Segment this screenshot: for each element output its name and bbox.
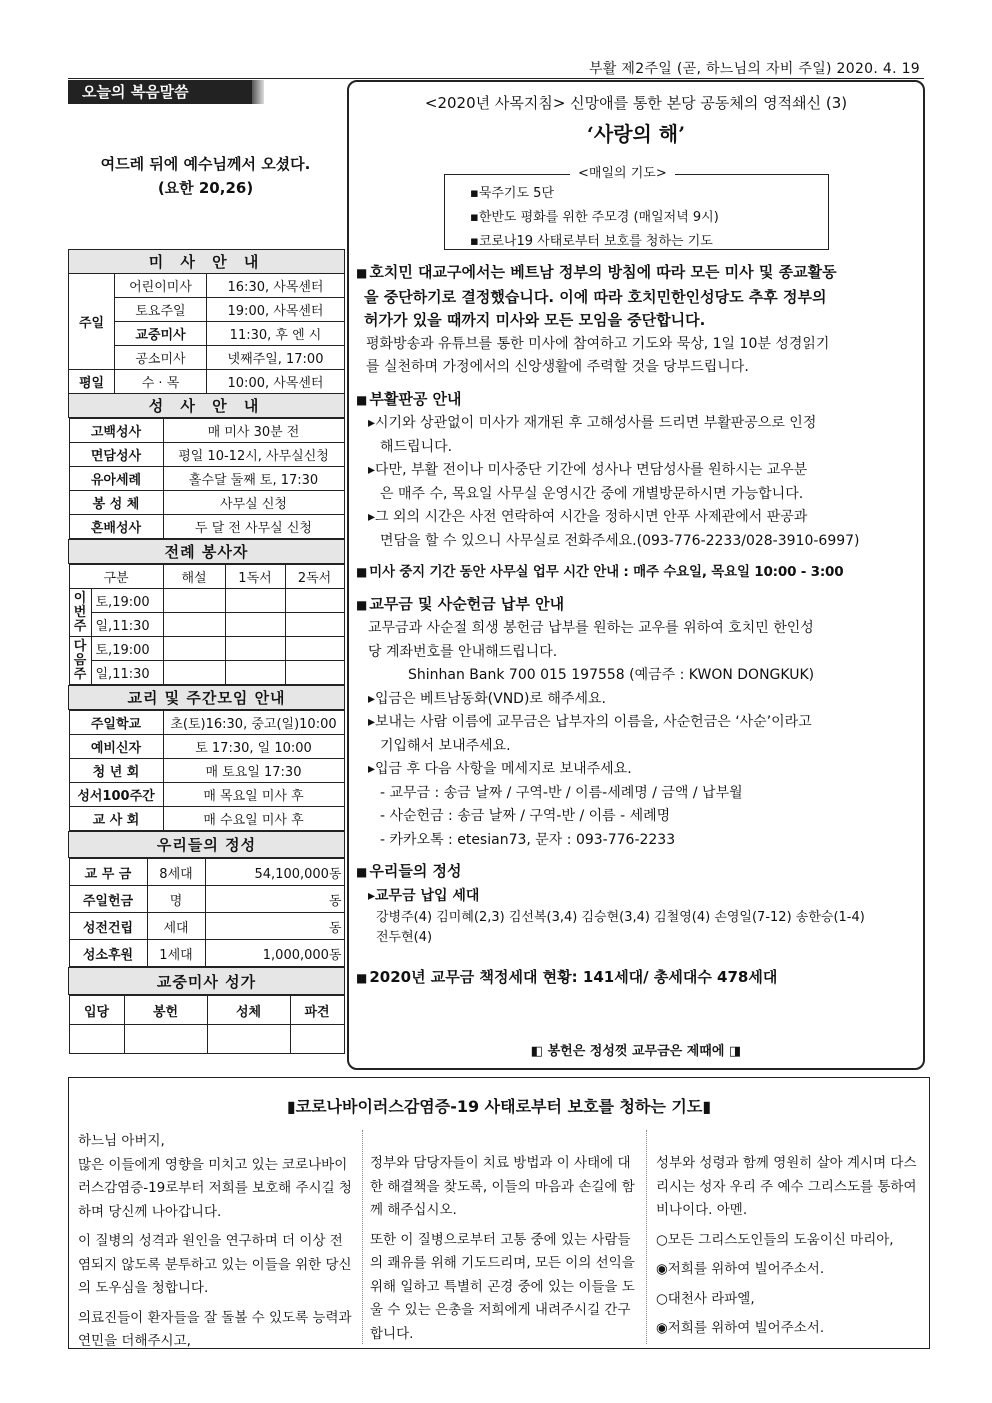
mass-guide-title: 미 사 안 내	[69, 250, 345, 274]
bank-account: Shinhan Bank 700 015 197558 (예금주 : KWON DONGKUK)	[408, 667, 815, 683]
prayer-response: ◉저희를 위하여 빌어주소서.	[656, 1320, 825, 1336]
offering-name: 주일헌금	[69, 886, 147, 913]
this-week-label: 이번주	[69, 589, 91, 637]
prayer-paragraph: 또한 이 질병으로부터 고통 중에 있는 사람들의 쾌유를 위해 기도드리며, 모든 이의 선익을 위해 일하고 특별히 곤경 중에 있는 이들을 도울 수 있는 은총을 저희에게 내려주시길 간구합니다.	[370, 1231, 635, 1342]
notice-line: 을 중단하기로 결정했습니다. 이에 따라 호치민한인성당도 추후 정부의	[364, 287, 827, 306]
weekday-label: 평일	[69, 370, 115, 394]
header-rule	[68, 78, 924, 79]
notice-line: 평화방송과 유튜브를 통한 미사에 참여하고 기도와 묵상, 1일 10분 성경읽기	[366, 335, 830, 352]
sacrament-info: 사무실 신청	[163, 491, 344, 515]
sacrament-info: 매 미사 30분 전	[163, 419, 344, 443]
meeting-info: 초(토)16:30, 중고(일)10:00	[163, 711, 344, 735]
column-divider	[646, 1130, 647, 1344]
education-table	[69, 710, 345, 831]
list-item: ▪묵주기도 5단	[470, 186, 555, 201]
sacraments-table	[69, 418, 345, 539]
offering-slogan: ◧ 봉헌은 정성껏 교무금은 제때에 ◨	[530, 1044, 742, 1059]
choir-title: 교중미사 성가	[69, 968, 345, 995]
prayer-column-2	[370, 1152, 640, 1352]
sacrament-info: 평일 10-12시, 사무실신청	[163, 443, 344, 467]
payment-line: ▸ 입금 후 다음 사항을 메세지로 보내주세요.	[356, 758, 926, 782]
bulletin-date: 부활 제2주일 (곧, 하느님의 자비 주일) 2020. 4. 19	[589, 61, 920, 77]
meeting-name: 성서100주간	[69, 783, 163, 807]
payment-line: ▸ 입금은 베트남동화(VND)로 해주세요.	[356, 688, 926, 712]
households-status: ■ 2020년 교무금 책정세대 현황: 141세대/ 총세대수 478세대	[356, 966, 926, 991]
prayer-paragraph: 많은 이들에게 영향을 미치고 있는 코로나바이러스감염증-19로부터 저희를 보호해 주시길 청하며 당신께 나아갑니다.	[78, 1156, 352, 1220]
easter-title: ■ 부활판공 안내	[356, 388, 926, 413]
mass-name: 수 · 목	[115, 370, 207, 394]
notice-line: 허가가 있을 때까지 미사와 모든 모임을 중단합니다.	[364, 311, 706, 329]
year-title: ‘사랑의 해’	[586, 122, 686, 146]
sacrament-name: 유아세례	[69, 467, 163, 491]
payment-line: - 카카오톡 : etesian73, 문자 : 093-776-2233	[380, 831, 676, 848]
payment-line: 교무금과 사순절 희생 봉헌금 납부를 원하는 교우를 위하여 호치민 한인성	[368, 620, 814, 636]
servers-table	[69, 564, 345, 685]
meeting-name: 주일학교	[69, 711, 163, 735]
column-divider	[362, 1130, 363, 1344]
prayer-response: ○대천사 라파엘,	[656, 1290, 755, 1307]
sacrament-name: 혼배성사	[69, 515, 163, 539]
gospel-reference: (요한 20,26)	[157, 179, 254, 197]
mass-time: 19:00, 사목센터	[207, 298, 345, 322]
offering-name: 성소후원	[69, 940, 147, 967]
choir-table	[69, 995, 345, 1054]
offerings-title: 우리들의 정성	[69, 832, 345, 858]
mass-time: 11:30, 후 엔 시	[207, 322, 345, 346]
server-slot: 토,19:00	[91, 637, 163, 661]
offering-amount: 동	[205, 886, 344, 913]
payment-line: 기입해서 보내주세요.	[380, 737, 511, 754]
meeting-info: 매 토요일 17:30	[163, 759, 344, 783]
easter-line: 면담을 할 수 있으니 사무실로 전화주세요.(093-776-2233/028-3910-6997)	[380, 532, 860, 549]
sacrament-name: 고백성사	[69, 419, 163, 443]
meeting-info: 매 목요일 미사 후	[163, 783, 344, 807]
offering-unit: 명	[147, 886, 205, 913]
mass-name: 어린이미사	[115, 274, 207, 298]
easter-line: ▸ 시기와 상관없이 미사가 재개된 후 고해성사를 드리면 부활판공으로 인정	[356, 412, 926, 436]
mass-time: 넷째주일, 17:00	[207, 346, 345, 370]
devotion-title: ■ 우리들의 정성	[356, 860, 926, 885]
education-title: 교리 및 주간모임 안내	[69, 686, 345, 710]
servers-header: 해설	[163, 565, 225, 589]
payment-line: - 사순헌금 : 송금 날짜 / 구역-반 / 이름 - 세례명	[380, 808, 671, 824]
prayer-title: ▮코로나바이러스감염증-19 사태로부터 보호를 청하는 기도▮	[286, 1097, 712, 1116]
offering-unit: 세대	[147, 913, 205, 940]
easter-line: 은 매주 수, 목요일 사무실 운영시간 중에 개별방문하시면 가능합니다.	[380, 485, 804, 502]
meeting-name: 교 사 회	[69, 807, 163, 831]
mass-name: 공소미사	[115, 346, 207, 370]
server-slot: 토,19:00	[91, 589, 163, 613]
easter-line: ▸ 그 외의 시간은 사전 연락하여 시간을 정하시면 안푸 사제관에서 판공과	[356, 506, 926, 530]
prayer-column-1	[78, 1130, 354, 1360]
servers-header: 2독서	[285, 565, 344, 589]
sacrament-info: 홀수달 둘째 토, 17:30	[163, 467, 344, 491]
prayer-paragraph: 하느님 아버지,	[78, 1133, 165, 1149]
gospel-quote-block	[68, 152, 343, 200]
prayer-response: ◉저희를 위하여 빌어주소서.	[656, 1261, 825, 1277]
next-week-label: 다음주	[69, 637, 91, 685]
notice-line: 를 실천하며 가정에서의 신앙생활에 주력할 것을 당부드립니다.	[366, 359, 749, 375]
pastoral-title: <2020년 사목지침> 신망애를 통한 본당 공동체의 영적쇄신 (3)	[424, 94, 848, 112]
sacrament-name: 봉 성 체	[69, 491, 163, 515]
payment-title: ■ 교무금 및 사순헌금 납부 안내	[356, 593, 926, 618]
payment-line: - 교무금 : 송금 날짜 / 구역-반 / 이름-세례명 / 금액 / 납부월	[380, 784, 743, 801]
prayer-response: ○모든 그리스도인들의 도움이신 마리아,	[656, 1231, 894, 1248]
sacrament-name: 면담성사	[69, 443, 163, 467]
mass-name: 교중미사	[115, 322, 207, 346]
office-hours: ■ 미사 중지 기간 동안 사무실 업무 시간 안내 : 매주 수요일, 목요일 10:00 - 3:00	[356, 561, 926, 585]
offerings-table	[69, 858, 345, 967]
offering-amount: 1,000,000동	[205, 940, 344, 967]
easter-line: 해드립니다.	[380, 438, 453, 455]
offering-name: 교 무 금	[69, 859, 147, 886]
devotion-names: 강병주(4) 김미혜(2,3) 김선복(3,4) 김승현(3,4) 김철영(4) 손영일(7-12) 송한승(1-4)	[376, 910, 865, 925]
servers-title: 전례 봉사자	[69, 540, 345, 564]
sacrament-info: 두 달 전 사무실 신청	[163, 515, 344, 539]
list-item: ▪코로나19 사태로부터 보호를 청하는 기도	[470, 234, 713, 249]
meeting-name: 예비신자	[69, 735, 163, 759]
devotion-names: 전두현(4)	[376, 930, 433, 945]
offering-amount: 동	[205, 913, 344, 940]
choir-header: 파견	[290, 996, 344, 1025]
offering-unit: 1세대	[147, 940, 205, 967]
gospel-label: 오늘의 복음말씀	[68, 80, 252, 104]
offering-amount: 54,100,000동	[205, 859, 344, 886]
sacraments-title: 성 사 안 내	[69, 394, 345, 418]
prayer-paragraph: 정부와 담당자들이 치료 방법과 이 사태에 대한 해결책을 찾도록, 이들의 마음과 손길에 함께 해주십시오.	[370, 1155, 635, 1218]
notice-line: ■ 호치민 대교구에서는 베트남 정부의 방침에 따라 모든 미사 및 종교활동	[356, 261, 926, 286]
servers-header: 1독서	[225, 565, 285, 589]
daily-prayer-list	[470, 182, 719, 254]
server-slot: 일,11:30	[91, 613, 163, 637]
mass-time: 10:00, 사목센터	[207, 370, 345, 394]
offering-name: 성전건립	[69, 913, 147, 940]
meeting-info: 토 17:30, 일 10:00	[163, 735, 344, 759]
choir-header: 성체	[207, 996, 290, 1025]
daily-prayer-title: <매일의 기도>	[570, 162, 675, 181]
meeting-info: 매 수요일 미사 후	[163, 807, 344, 831]
meeting-name: 청 년 회	[69, 759, 163, 783]
server-slot: 일,11:30	[91, 661, 163, 685]
prayer-column-3	[656, 1152, 920, 1347]
prayer-paragraph: 의료진들이 환자들을 잘 돌볼 수 있도록 능력과 연민을 더해주시고,	[78, 1309, 352, 1349]
sunday-label: 주일	[69, 274, 115, 370]
offering-unit: 8세대	[147, 859, 205, 886]
choir-header: 입당	[69, 996, 124, 1025]
list-item: ▪한반도 평화를 위한 주모경 (매일저녁 9시)	[470, 210, 719, 225]
easter-line: ▸ 다만, 부활 전이나 미사중단 기간에 성사나 면담성사를 원하시는 교우분	[356, 459, 926, 483]
devotion-subtitle: ▸ 교무금 납입 세대	[356, 885, 926, 909]
prayer-paragraph: 이 질병의 성격과 원인을 연구하며 더 이상 전염되지 않도록 분투하고 있는 이들을 위한 당신의 도우심을 청합니다.	[78, 1233, 352, 1296]
payment-line: ▸ 보내는 사람 이름에 교무금은 납부자의 이름을, 사순헌금은 ‘사순’이라고	[356, 711, 926, 735]
mass-time: 16:30, 사목센터	[207, 274, 345, 298]
payment-line: 당 계좌번호를 안내해드립니다.	[368, 643, 558, 660]
mass-name: 토요주일	[115, 298, 207, 322]
choir-header: 봉헌	[124, 996, 207, 1025]
notice-content	[356, 261, 926, 991]
gospel-quote: 여드레 뒤에 예수님께서 오셨다.	[100, 155, 311, 173]
servers-header: 구분	[69, 565, 163, 589]
mass-guide-table	[68, 249, 345, 1054]
prayer-paragraph: 성부와 성령과 함께 영원히 살아 계시며 다스리시는 성자 우리 주 예수 그리스도를 통하여 비나이다. 아멘.	[656, 1155, 917, 1218]
